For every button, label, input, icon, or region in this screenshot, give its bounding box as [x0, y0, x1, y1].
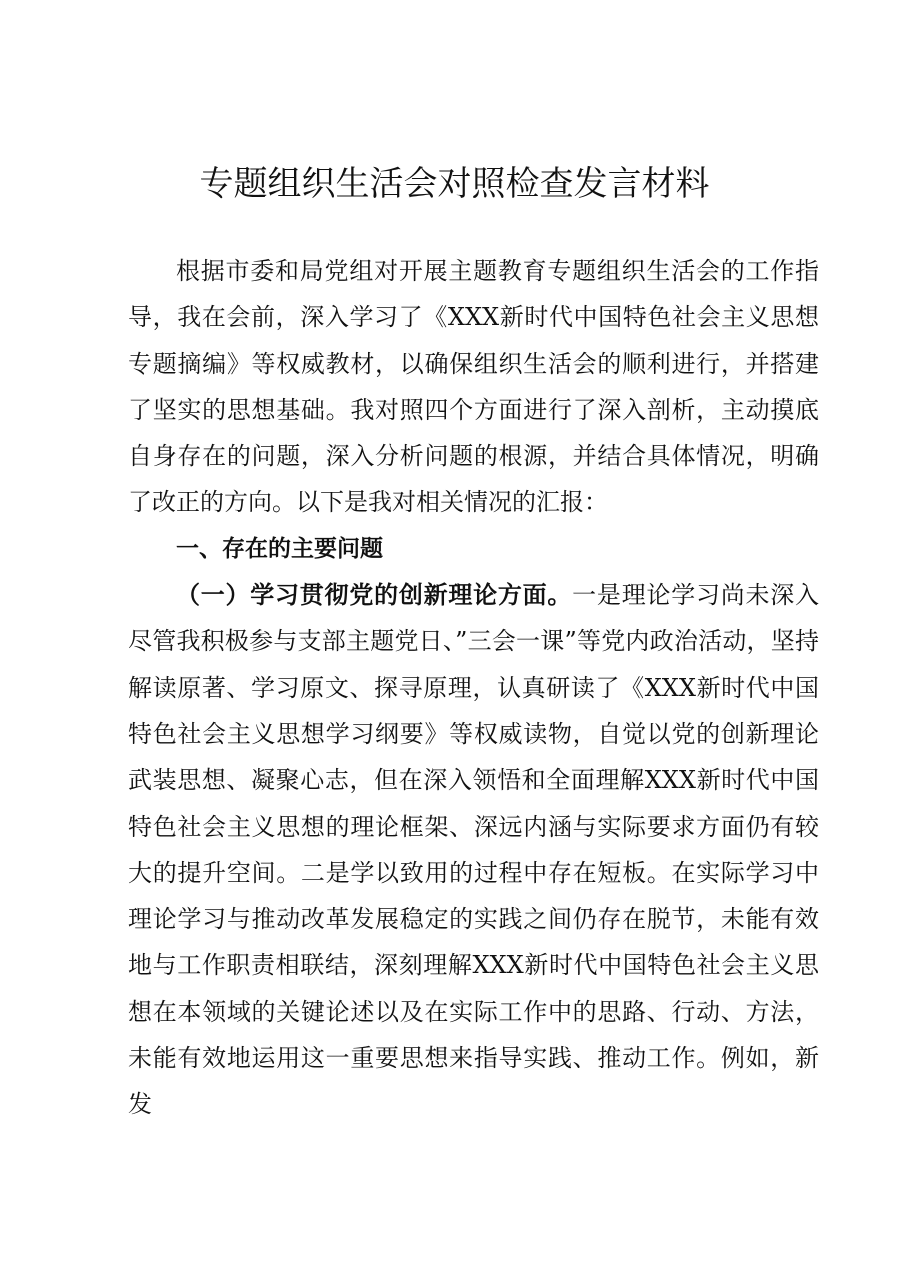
subsection-paragraph-theory-study [128, 572, 819, 1128]
subsection-heading-theory-study: （一）学习贯彻党的创新理论方面。 [176, 580, 573, 610]
document-body [128, 248, 819, 1128]
section-heading-main-problems: 一、存在的主要问题 [176, 535, 383, 562]
intro-paragraph: 根据市委和局党组对开展主题教育专题组织生活会的工作指导，我在会前，深入学习了《XXX新时代中国特色社会主义思想专题摘编》等权威教材，以确保组织生活会的顺利进行，并搭建了坚实的思想基础。我对照四个方面进行了深入剖析，主动摸底自身存在的问题，深入分析问题的根源，并结合具体情况，明确了改正的方向。以下是我对相关情况的汇报： [128, 257, 819, 517]
document-title: 专题组织生活会对照检查发言材料 [199, 164, 710, 204]
subsection-body-theory-study: 一是理论学习尚未深入尽管我积极参与支部主题党日、”三会一课”等党内政治活动，坚持解读原著、学习原文、探寻原理，认真研读了《XXX新时代中国特色社会主义思想学习纲要》等权威读物，自觉以党的创新理论武装思想、凝聚心志，但在深入领悟和全面理解XXX新时代中国特色社会主义思想的理论框架、深远内涵与实际要求方面仍有较大的提升空间。二是学以致用的过程中存在短板。在实际学习中理论学习与推动改革发展稳定的实践之间仍存在脱节，未能有效地与工作职责相联结，深刻理解XXX新时代中国特色社会主义思想在本领域的关键论述以及在实际工作中的思路、行动、方法，未能有效地运用这一重要思想来指导实践、推动工作。例如，新发 [128, 581, 820, 1119]
